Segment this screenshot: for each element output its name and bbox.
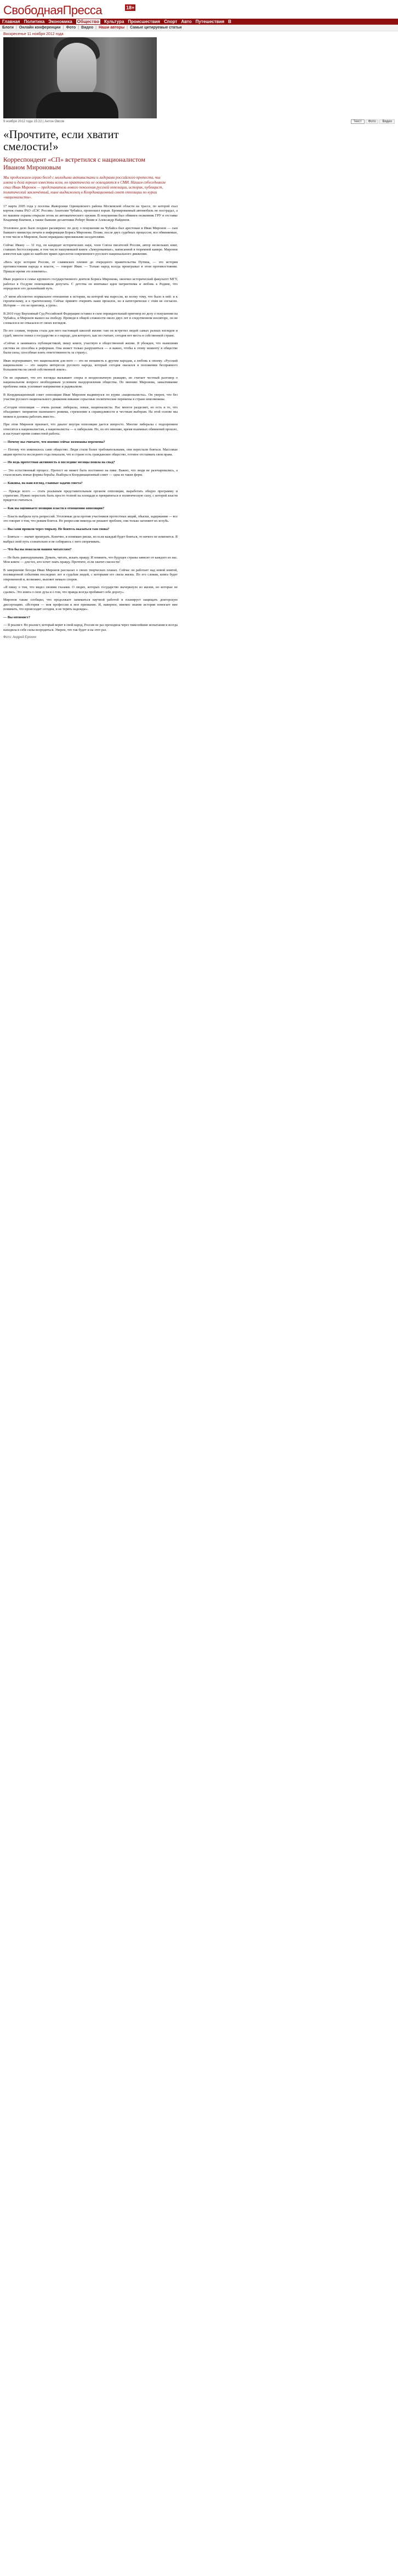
nav-item[interactable]: Политика [24, 19, 45, 24]
article-photo[interactable] [3, 37, 157, 118]
nav-item[interactable]: Авто [181, 19, 192, 24]
photo-caption: 9 ноября 2012 года 15:22 | Антон Овсов [3, 120, 64, 123]
article-paragraph: «Весь курс истории России, от славянских племен до очередного правительства Путина, — это история противостояния народа и власти, — говорит Иван. — Только народ всегда проигрывал в этом противостоянии. Пришло время это изменить». [3, 260, 178, 273]
article-paragraph: В завершение беседы Иван Миронов рассказал о своих творческих планах. Сейчас он работает над новой книгой, посвященной событиям последних лет и судьбам людей, с которыми его свела жизнь. По его словам, книга будет откровенной и, возможно, вызовет немало споров. [3, 568, 178, 582]
nav-item[interactable]: Спорт [164, 19, 178, 24]
article-paragraph: «Сегодня оппозиция — очень разная: либералы, левые, националисты. Нас многое разделяет, но есть и то, что объединяет: неприятие нынешнего режима, стремление к справедливости и честным выборам. На этой основе мы можем и должны работать вместе». [3, 406, 178, 419]
article-paragraph: При этом Миронов признает, что диалог внутри оппозиции дается непросто. Многие либералы с подозрением относятся к националистам, а националисты — к либералам. Но, по его мнению, время взаимных обвинений прошло, и наступает время совместной работы. [3, 423, 178, 436]
article-paragraph: — Прежде всего — стать реальным представительным органом оппозиции, выработать общую программу и стратегию. Нужно перестать быть просто толпой на площади и превратиться в политическую силу, с которой власти придется считаться. [3, 489, 178, 503]
article-paragraph: — Как вы оцениваете позицию власти в отношении оппозиции? [3, 506, 105, 510]
article-paragraph: «Я пишу о том, что видел своими глазами. О людях, которых государство вычеркнуло из жизни, но которые не сдались. Это книга о силе духа и о том, что правда всегда пробивает себе дорогу». [3, 585, 178, 594]
article-paragraph: Уголовное дело было позднее расширено: по делу о покушении на Чубайса был арестован и Иван Миронов — сын бывшего министра печати и информации Бориса Миронова. Позже, после двух судебных процессов, все обвиняемые, в том числе и Миронов, были оправданы присяжными заседателями. [3, 226, 178, 240]
subnav-item[interactable]: Блоги [2, 26, 14, 30]
nav-item[interactable]: Происшествия [128, 19, 161, 24]
photo-bar [3, 119, 395, 124]
site-header [0, 0, 398, 19]
photo-face [57, 43, 96, 98]
subnav-item[interactable]: Наши авторы [99, 26, 125, 30]
article-paragraph: — Потому что изменилось само общество. Люди стали более требовательными, они перестали бояться. Массовые акции протеста последнего года показали, что в стране есть гражданское общество, готовое отстаивать свои права. [3, 448, 178, 457]
subnav-item[interactable]: Фото [66, 26, 76, 30]
nav-item[interactable]: Общество [77, 19, 99, 24]
dateline: Воскресенье 11 ноября 2012 года [3, 32, 64, 36]
article-paragraph: — Бояться — значит проиграть. Конечно, я понимаю риски, но если каждый будет бояться, то ничего не изменится. Я выбрал свой путь сознательно и не собираюсь с него сворачивать. [3, 535, 178, 544]
article-paragraph: Иван родился в семье крупного государственного деятеля Бориса Миронова, окончил исторический факультет МГУ, работал в Госдуме помощником депутата. С детства он впитывал идеи патриотизма и любовь к Родине, что определило его дальнейший путь. [3, 277, 178, 291]
main-nav [0, 19, 398, 25]
subnav-separator: | [127, 26, 128, 30]
article-paragraph: Иван подчеркивает, что национализм для него — это не ненависть к другим народам, а любовь к своему. «Русский национализм — это защита интересов русского народа, который сегодня оказался в положении бесправного большинства на своей собственной земле». [3, 358, 178, 372]
photo-coat [36, 92, 118, 118]
article-title: «Прочтите, если хватит смелости!» [3, 128, 119, 153]
nav-item[interactable]: Путешествия [195, 19, 225, 24]
article-paragraph: Он не скрывает, что его взгляды вызывают споры и неоднозначную реакцию, но считает честный разговор о национальном вопросе необходимым условием выздоровления общества. По мнению Миронова, замалчивание проблемы лишь усиливает напряжение и радикализм. [3, 375, 178, 389]
subnav-item[interactable]: Онлайн конференции [19, 26, 61, 30]
article-paragraph: В 2010 году Верховный Суд Российской Федерации оставил в силе оправдательный приговор по делу о покушении на Чубайса, и Миронов вышел на свободу. Проведя в общей сложности около двух лет в следственном изоляторе, он не сломался и не отказался от своих взглядов. [3, 311, 178, 325]
site-logo[interactable]: СвободнаяПресса [3, 3, 103, 17]
subnav-separator: | [95, 26, 97, 30]
article-paragraph: Сейчас Ивану — 31 год, он кандидат исторических наук, член Союза писателей России, автор нескольких книг, ставших бестселлерами, в том числе нашумевшей книги «Замурованные», написанной в тюремной камере. Миронов известен как один из наиболее ярких идеологов современного русского национального движения. [3, 243, 178, 257]
subnav-separator: | [62, 26, 64, 30]
article-paragraph: — Но ведь протестная активность в последние месяцы пошла на спад? [3, 460, 115, 465]
media-tab[interactable]: Видео [379, 119, 395, 124]
nav-item[interactable]: Культура [104, 19, 124, 24]
article-paragraph: — Это естественный процесс. Протест не может быть постоянно на пике. Важно, что люди не разочаровались, а стали искать новые формы борьбы. Выборы в Координационный совет — одна из таких форм. [3, 469, 178, 477]
subnav-separator: | [78, 26, 79, 30]
article-paragraph: «У меня абсолютно нормальное отношение к истории, на которой мы выросли, ко всему тому, что было в ней: и к героическому, и к трагическому. Сейчас принято очернять наше прошлое, но я категорически с этим не согласен. История — это не приговор, а урок». [3, 294, 178, 308]
article-paragraph: — Что бы вы пожелали нашим читателям? [3, 548, 72, 552]
article-paragraph: — Почему вы считаете, что именно сейчас возможны перемены? [3, 440, 105, 444]
article-paragraph: — Вы оптимист? [3, 615, 31, 619]
nav-item[interactable]: Экономика [48, 19, 72, 24]
media-tab[interactable]: Текст [351, 119, 365, 124]
subnav-separator: | [15, 26, 17, 30]
sub-nav [0, 25, 398, 31]
media-tab[interactable]: Фото [366, 119, 379, 124]
article-subtitle: Корреспондент «СП» встретился с националистом Иваном Мироновым [3, 156, 146, 171]
article-paragraph: — Власть выбрала путь репрессий. Уголовные дела против участников протестных акций, обыски, задержания — все это говорит о том, что режим боится. Но репрессии никогда не решают проблем, они только загоняют их вглубь. [3, 514, 178, 523]
article-paragraph: Миронов также сообщил, что продолжает заниматься научной работой и планирует защищать докторскую диссертацию. «История — моя профессия и мое призвание. И, наверное, именно знание истории помогает мне понимать, что происходит сегодня, и не терять надежды». [3, 598, 178, 611]
article-paragraph: По его словам, тюрьма стала для него настоящей школой жизни: там он встретил людей самых разных взглядов и судеб, многое понял о государстве и о народе, для которого, как он считает, сегодня нет места в собственной стране. [3, 329, 178, 338]
subnav-item[interactable]: Видео [81, 26, 94, 30]
nav-item[interactable]: В [228, 19, 231, 24]
article-body [3, 204, 178, 632]
article-paragraph: В Координационный совет оппозиции Иван Миронов выдвинулся по курии «националисты». Он уверен, что без участия русского национального движения никакие серьезные политические перемены в стране невозможны. [3, 393, 178, 402]
article-paragraph: — Не быть равнодушными. Думать, читать, искать правду. И помнить, что будущее страны зависит от каждого из нас. Мои книги — для тех, кто хочет знать правду. Прочтите, если хватит смелости! [3, 555, 178, 565]
article-lead: Мы продолжаем серию бесед с молодыми активистами и лидерами российского протеста, чьи имена и дела хорошо известны всем, но практически не освещаются в СМИ. Нашим собеседником стал Иван Миронов — представитель нового поколения русской оппозиции, историк, публицист, политический заключённый, ныне выдвиженец в Координационный совет оппозиции по курии «националисты». [3, 175, 166, 200]
article-paragraph: — Я реалист. Но реалист, который верит в свой народ. Россия не раз проходила через тяжелейшие испытания и всегда находила в себе силы возродиться. Уверен, что так будет и на этот раз. [3, 623, 178, 632]
article-paragraph: — Каковы, на ваш взгляд, главные задачи совета? [3, 481, 83, 485]
article-paragraph: 17 марта 2005 года у поселка Жаворонки Одинцовского района Московской области на трассе, по которой ехал кортеж главы РАО «ЕЭС России» Анатолия Чубайса, произошел взрыв. Бронированный автомобиль не пострадал, а по машине охраны открыли огонь из автоматического оружия. В покушении был обвинен полковник ГРУ в отставке Владимир Квачков, а также бывшие десантники Роберт Яшин и Александр Найденов. [3, 204, 178, 222]
article-paragraph: «Сейчас я занимаюсь публицистикой, пишу книги, участвую в общественной жизни. Я убежден, что нынешняя система не способна к реформам. Она может только разрушиться — и важно, чтобы к этому моменту в обществе были силы, способные взять ответственность за страну». [3, 341, 178, 355]
article-paragraph: — Вы сами прошли через тюрьму. Не боитесь оказаться там снова? [3, 527, 110, 531]
photo-credit: Фото: Андрей Ерохин [3, 636, 36, 640]
subnav-item[interactable]: Самые цитируемые статьи [130, 26, 182, 30]
nav-item[interactable]: Главная [2, 19, 20, 24]
age-badge: 18+ [126, 5, 135, 10]
media-tabs [351, 119, 395, 124]
